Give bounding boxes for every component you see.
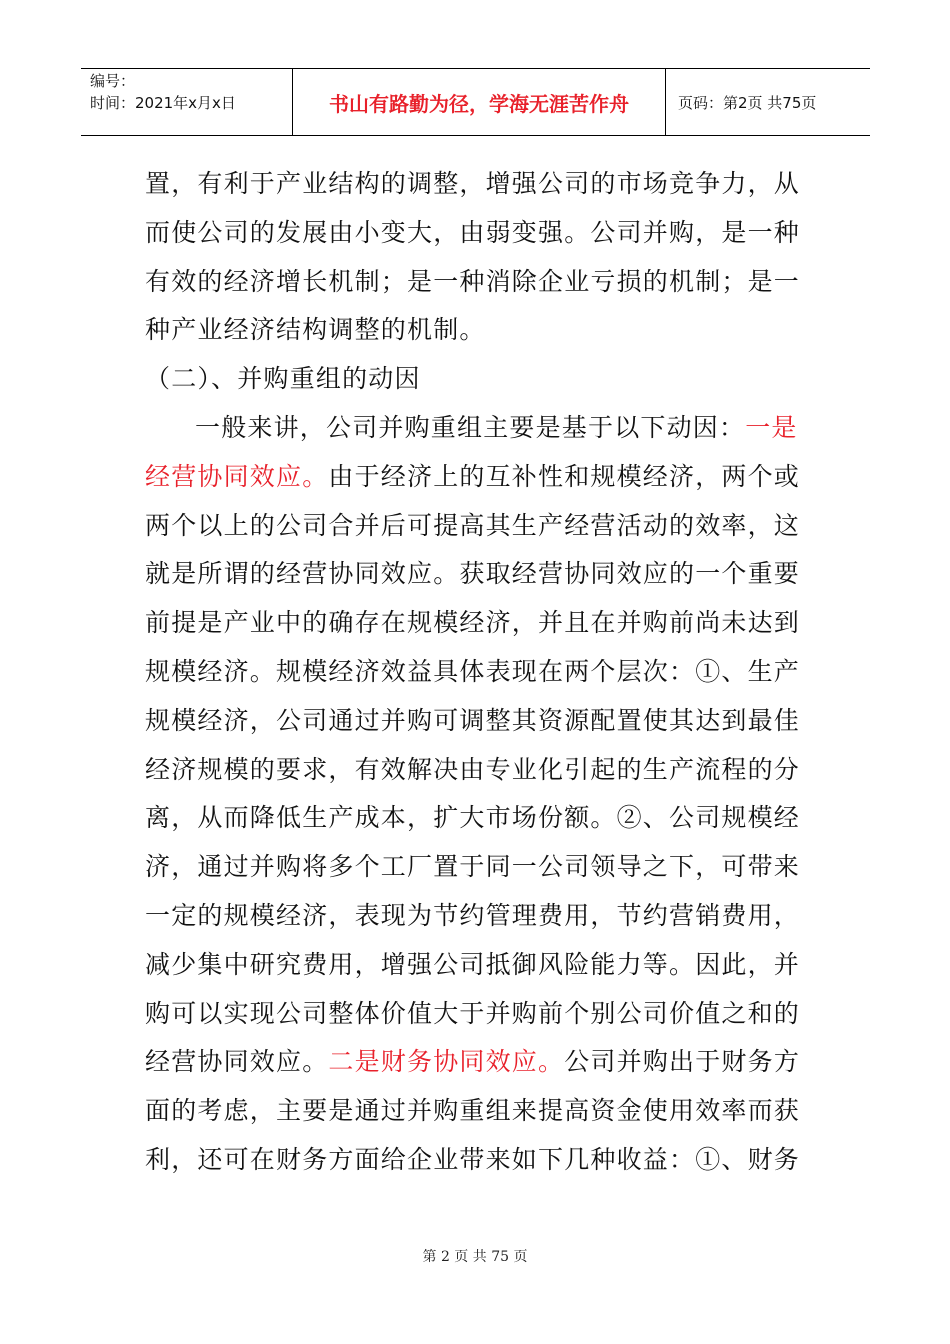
body-line: 规模经济。规模经济效益具体表现在两个层次：①、生产 [145, 656, 801, 686]
body-line: 而使公司的发展由小变大，由弱变强。公司并购，是一种 [145, 217, 801, 247]
section-heading: （二）、并购重组的动因 [145, 364, 421, 394]
body-line [145, 404, 807, 453]
header-meta [81, 69, 293, 135]
highlight-text: 二是财务协同效应。 [328, 1047, 565, 1077]
body-line: 济，通过并购将多个工厂置于同一公司领导之下，可带来 [145, 852, 801, 882]
body-line: 购可以实现公司整体价值大于并购前个别公司价值之和的 [145, 998, 801, 1028]
body-line: 种产业经济结构调整的机制。 [145, 315, 486, 345]
page-header [81, 68, 870, 136]
body-text-span: 一般来讲，公司并购重组主要是基于以下动因： [195, 412, 746, 442]
body-text-span: 由于经济上的互补性和规模经济，两个或 [328, 461, 801, 491]
header-motto: 书山有路勤为径，学海无涯苦作舟 [293, 69, 666, 135]
highlight-text: 一是 [745, 412, 798, 442]
time-label: 时间：2021年x月x日 [90, 94, 236, 112]
body-text-span: 公司并购出于财务方 [564, 1047, 801, 1077]
body-line: 离，从而降低生产成本，扩大市场份额。②、公司规模经 [145, 803, 801, 833]
body-line: 就是所谓的经营协同效应。获取经营协同效应的一个重要 [145, 559, 801, 589]
body-text-span: 经营协同效应。 [145, 1047, 329, 1077]
highlight-text: 经营协同效应。 [145, 461, 329, 491]
body-line: 置，有利于产业结构的调整，增强公司的市场竞争力，从 [145, 169, 801, 198]
body-line: 减少集中研究费用，增强公司抵御风险能力等。因此，并 [145, 949, 801, 979]
body-line: 规模经济，公司通过并购可调整其资源配置使其达到最佳 [145, 705, 801, 735]
body-line: 两个以上的公司合并后可提高其生产经营活动的效率，这 [145, 510, 801, 540]
page-footer: 第 2 页 共 75 页 [422, 1249, 528, 1265]
body-line: 经济规模的要求，有效解决由专业化引起的生产流程的分 [145, 754, 801, 784]
number-label: 编号： [90, 72, 136, 90]
body-line [145, 453, 807, 502]
body-text [145, 160, 807, 1185]
body-line: 利，还可在财务方面给企业带来如下几种收益：①、财务 [145, 1144, 801, 1174]
body-line: 面的考虑，主要是通过并购重组来提高资金使用效率而获 [145, 1096, 801, 1126]
body-line: 有效的经济增长机制；是一种消除企业亏损的机制；是一 [145, 266, 801, 296]
header-page-info: 页码：第2页 共75页 [678, 93, 817, 112]
body-line: 一定的规模经济，表现为节约管理费用，节约营销费用， [145, 900, 801, 930]
body-line: 前提是产业中的确存在规模经济，并且在并购前尚未达到 [145, 608, 801, 638]
body-line [145, 1038, 807, 1087]
